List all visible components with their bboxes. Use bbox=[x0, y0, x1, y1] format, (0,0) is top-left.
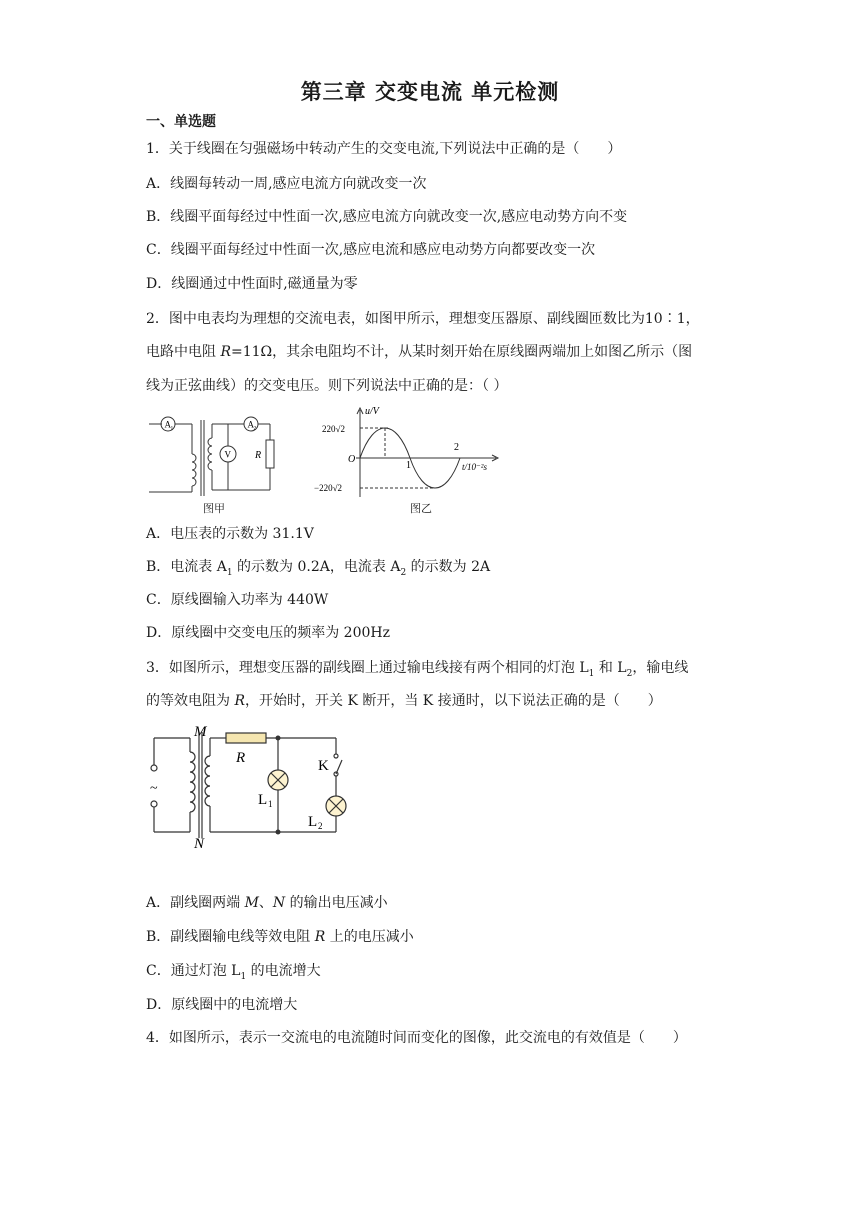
secondary-coil-icon bbox=[208, 438, 212, 470]
switch-k-contact-icon bbox=[334, 754, 338, 758]
q4-stem: 4．如图所示，表示一交流电的电流随时间而变化的图像，此交流电的有效值是（ ） bbox=[146, 1030, 687, 1046]
section-heading: 一、单选题 bbox=[146, 114, 216, 130]
figure-a-caption: 图甲 bbox=[203, 502, 225, 515]
q3-option-a: A．副线圈两端 M、N 的输出电压减小 bbox=[146, 895, 388, 911]
origin-label: O bbox=[348, 454, 356, 465]
x-axis-label: t/10⁻²s bbox=[462, 462, 487, 472]
q2-stem-line1: 2．图中电表均为理想的交流电表，如图甲所示，理想变压器原、副线圈匝数比为10∶1， bbox=[146, 311, 700, 327]
q3-stem-line2: 的等效电阻为 R，开始时，开关 K 断开，当 K 接通时，以下说法正确的是（ ） bbox=[146, 693, 662, 709]
label-m: M bbox=[194, 724, 207, 740]
q3-option-c: C．通过灯泡 $L_1$ 的电流增大 bbox=[146, 963, 321, 982]
label-l2-sub: 2 bbox=[318, 821, 323, 831]
y-bottom-tick: −220√2 bbox=[314, 483, 343, 493]
label-l1-sub: 1 bbox=[268, 799, 273, 809]
secondary-coil-icon bbox=[205, 756, 210, 806]
ammeter-a2-sub: 2 bbox=[253, 425, 257, 432]
q2-option-b: B．电流表 $A_1$ 的示数为 0.2A，电流表 $A_2$ 的示数为 2A bbox=[146, 559, 491, 578]
q2-stem-line2: 电路中电阻 R=11Ω，其余电阻均不计，从某时刻开始在原线圈两端加上如图乙所示（图 bbox=[146, 344, 693, 360]
page-title: 第三章 交变电流 单元检测 bbox=[300, 80, 560, 104]
ammeter-a1-label: A bbox=[164, 419, 171, 430]
y-top-tick: 220√2 bbox=[322, 424, 345, 434]
q2-figure-b bbox=[310, 402, 510, 515]
transmission-circuit-diagram bbox=[146, 722, 366, 852]
ac-source-label: ~ bbox=[150, 781, 158, 796]
label-l1: L bbox=[258, 792, 268, 808]
label-l2: L bbox=[308, 814, 318, 830]
label-k: K bbox=[318, 758, 329, 774]
resistor-r-icon bbox=[226, 733, 266, 743]
q2-option-c: C．原线圈输入功率为 440W bbox=[146, 592, 329, 608]
x-tick-1: 1 bbox=[406, 460, 411, 471]
transformer-circuit-diagram bbox=[146, 410, 286, 510]
voltmeter-label: V bbox=[224, 449, 231, 460]
q3-stem-line1: 3．如图所示，理想变压器的副线圈上通过输电线接有两个相同的灯泡 $L_1$ 和 $L_2$，输电线 bbox=[146, 660, 689, 679]
q1-stem: 1．关于线圈在匀强磁场中转动产生的交变电流,下列说法中正确的是（ ） bbox=[146, 141, 622, 157]
q3-option-b: B．副线圈输电线等效电阻 R 上的电压减小 bbox=[146, 929, 414, 945]
ammeter-a2-label: A bbox=[247, 419, 254, 430]
ammeter-a1-sub: 1 bbox=[170, 425, 174, 432]
q1-option-d: D．线圈通过中性面时,磁通量为零 bbox=[146, 276, 358, 292]
q1-option-c: C．线圈平面每经过中性面一次,感应电流和感应电动势方向都要改变一次 bbox=[146, 242, 596, 258]
resistor-r-icon bbox=[266, 440, 274, 468]
terminal-top-icon bbox=[151, 765, 157, 771]
q1-option-b: B．线圈平面每经过中性面一次,感应电流方向就改变一次,感应电动势方向不变 bbox=[146, 209, 628, 225]
q2-option-a: A．电压表的示数为 31.1V bbox=[146, 526, 314, 542]
q2-option-d: D．原线圈中交变电压的频率为 200Hz bbox=[146, 625, 390, 641]
x-tick-2: 2 bbox=[454, 442, 459, 453]
y-axis-label: u/V bbox=[365, 406, 379, 417]
terminal-bottom-icon bbox=[151, 801, 157, 807]
label-r: R bbox=[236, 750, 246, 766]
resistor-label: R bbox=[255, 450, 262, 461]
primary-coil-icon bbox=[192, 454, 196, 486]
q3-figure bbox=[146, 722, 366, 852]
primary-coil-icon bbox=[190, 752, 195, 812]
q2-stem-line3: 线为正弦曲线）的交变电压。则下列说法中正确的是：（ ） bbox=[146, 378, 508, 394]
q3-option-d: D．原线圈中的电流增大 bbox=[146, 997, 298, 1013]
q1-option-a: A．线圈每转动一周,感应电流方向就改变一次 bbox=[146, 176, 427, 192]
sine-voltage-graph bbox=[310, 402, 510, 502]
figure-b-caption: 图乙 bbox=[410, 502, 432, 515]
q2-figure-a bbox=[146, 410, 286, 515]
label-n: N bbox=[194, 836, 205, 852]
